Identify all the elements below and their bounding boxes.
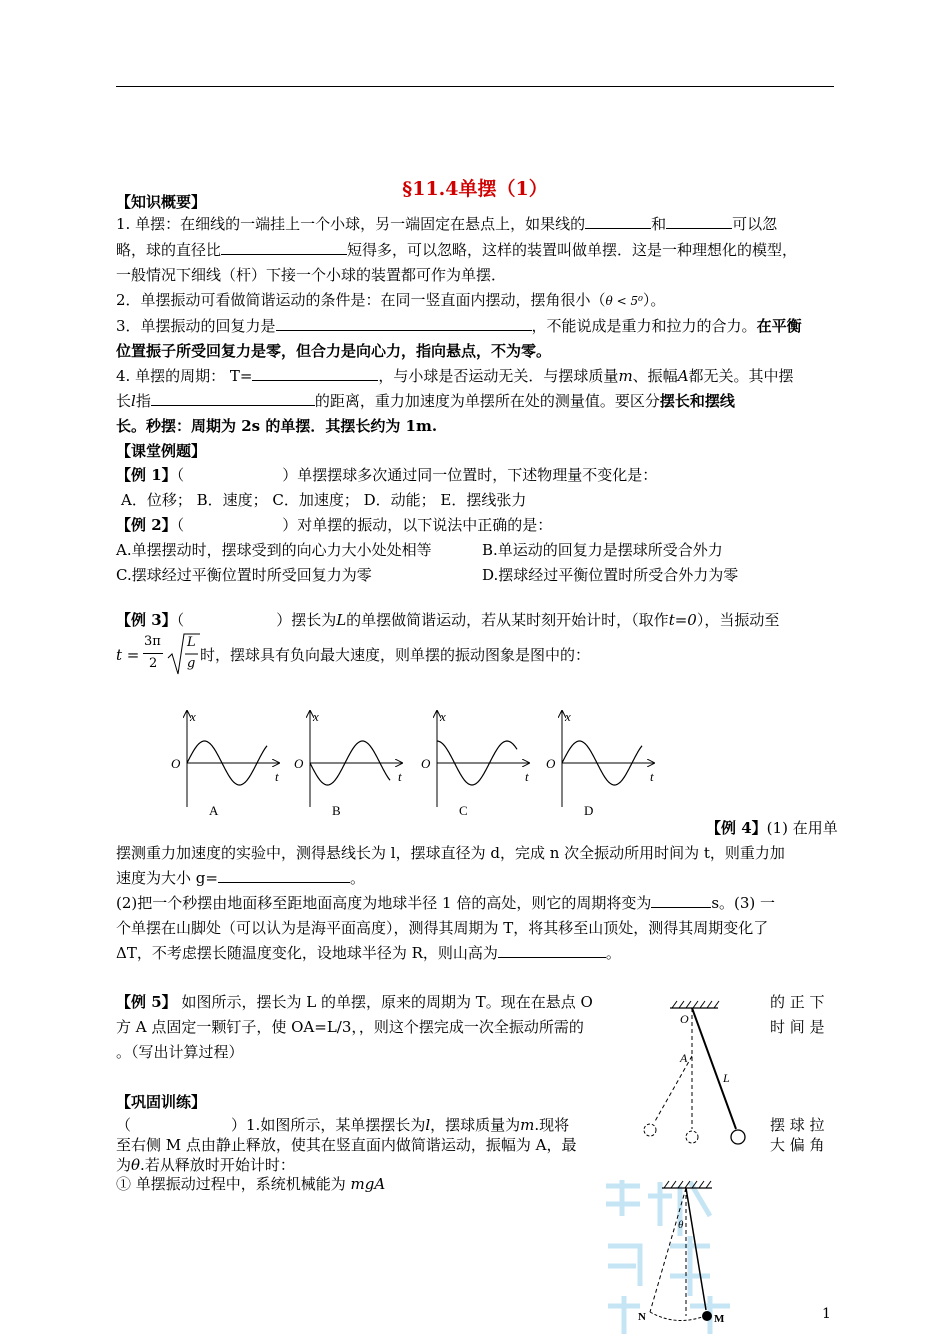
example4-line1 xyxy=(706,818,838,838)
text: 为 xyxy=(116,1156,132,1174)
example2-option-a: A.单摆摆动时，摆球受到的向心力大小处处相等 xyxy=(116,541,432,559)
label-x: x xyxy=(313,709,319,724)
text: （ xyxy=(176,516,185,534)
page-number: 1 xyxy=(822,1306,831,1322)
text: 的距离，重力加速度为单摆所在处的测量值。要区分 xyxy=(314,392,660,410)
page-title: §11.4单摆（1） xyxy=(402,178,548,200)
blank-field xyxy=(651,893,711,908)
example5-line2-right: 时 间 是 xyxy=(770,1018,825,1036)
practice-line4 xyxy=(116,1174,385,1194)
text: (1) 在用单 xyxy=(766,819,838,837)
practice-line3 xyxy=(116,1155,295,1175)
text: ），当振动至 xyxy=(696,611,780,629)
header-rule xyxy=(116,86,834,87)
text: l xyxy=(131,392,136,410)
text: (2)把一个秒摆由地面移至距地面高度为地球半径 1 倍的高处，则它的周期将变为 xyxy=(116,894,652,912)
text: ）单摆摆球多次通过同一位置时，下述物理量不变化是： xyxy=(282,466,658,484)
text: ① 单摆振动过程中，系统机械能为 xyxy=(116,1175,351,1193)
knowledge-p1-line2 xyxy=(116,240,797,260)
label-t: t xyxy=(525,769,529,784)
practice-line1-right: 摆 球 拉 xyxy=(770,1116,825,1134)
label-origin: O xyxy=(171,756,181,771)
example2-option-c: C.摆球经过平衡位置时所受回复力为零 xyxy=(116,566,372,584)
graph-label: D xyxy=(584,803,594,818)
graph-C xyxy=(421,709,529,818)
text: 短得多，可以忽略，这样的装置叫做单摆．这是一种理想化的模型， xyxy=(347,241,798,259)
section-practice-heading: 【巩固训练】 xyxy=(116,1093,207,1111)
text: ）摆长为 xyxy=(276,611,337,629)
text: 速度为大小 g= xyxy=(116,869,218,887)
formula-numerator: 3π xyxy=(144,634,161,649)
text: 、振幅 xyxy=(632,367,678,385)
section-knowledge-heading: 【知识概要】 xyxy=(116,193,207,211)
label-L: L xyxy=(723,1071,730,1085)
text: ）对单摆的振动，以下说法中正确的是： xyxy=(282,516,553,534)
formula-g: g xyxy=(187,656,196,671)
example4-line4 xyxy=(116,893,775,913)
text: 4. 单摆的周期： T= xyxy=(116,367,253,385)
text: 【例 3】 xyxy=(116,611,177,629)
label-N: N xyxy=(638,1311,646,1323)
blank-field xyxy=(218,868,350,883)
graph-label: A xyxy=(209,803,219,818)
text: 都无关。其中摆 xyxy=(688,367,794,385)
text: 2．单摆振动可看做简谐运动的条件是：在同一竖直面内摆动，摆角很小（ xyxy=(116,291,606,309)
example5-line3: 。（写出计算过程） xyxy=(116,1043,244,1061)
example1-options: A．位移； B．速度； C．加速度； D．动能； E．摆线张力 xyxy=(121,491,527,509)
blank-field xyxy=(151,391,315,406)
graph-D xyxy=(546,709,654,818)
label-origin: O xyxy=(546,756,556,771)
label-origin: O xyxy=(294,756,304,771)
example3-time-formula xyxy=(116,632,200,676)
formula-L: L xyxy=(187,635,196,650)
example1-stem xyxy=(116,465,657,485)
knowledge-p1-line3: 一般情况下细线（杆）下接一个小球的装置都可作为单摆． xyxy=(116,266,507,284)
text: .现将 xyxy=(534,1116,570,1134)
text: 在平衡 xyxy=(756,317,802,335)
text: ）1.如图所示，某单摆摆长为 xyxy=(231,1116,426,1134)
example5-line2: 方 A 点固定一颗钉子，使 OA=L/3，，则这个摆完成一次全振动所需的 xyxy=(116,1018,584,1036)
example4-line6 xyxy=(116,943,621,963)
example4-line2: 摆测重力加速度的实验中，测得悬线长为 l，摆球直径为 d，完成 n 次全振动所用时间为 t，则重力加 xyxy=(116,844,785,862)
knowledge-p2 xyxy=(116,290,665,311)
text: 长 xyxy=(116,392,132,410)
text: ，与小球是否运动无关．与摆球质量 xyxy=(378,367,619,385)
text: θ xyxy=(131,1156,141,1174)
text: 指 xyxy=(135,392,151,410)
text: 1. 单摆：在细线的一端挂上一个小球，另一端固定在悬点上，如果线的 xyxy=(116,215,586,233)
text: 和 xyxy=(651,215,667,233)
formula-denominator: 2 xyxy=(149,656,158,671)
text: 。 xyxy=(349,869,365,887)
blank-field xyxy=(666,214,732,229)
text: （ xyxy=(116,1116,132,1134)
formula-t: t = xyxy=(116,646,140,664)
text: l xyxy=(425,1116,431,1134)
text: 3．单摆振动的回复力是 xyxy=(116,317,276,335)
text: m xyxy=(618,367,633,385)
text: 可以忽 xyxy=(732,215,778,233)
text: 摆长和摆线 xyxy=(659,392,735,410)
example4-line3 xyxy=(116,868,365,888)
text: ）。 xyxy=(642,291,666,309)
example3-graphs xyxy=(165,705,670,827)
text: 【例 4】 xyxy=(706,819,767,837)
text: s。(3) 一 xyxy=(711,894,776,912)
text: 略，球的直径比 xyxy=(116,241,222,259)
sqrt-symbol xyxy=(166,632,202,676)
text: mgA xyxy=(350,1175,386,1193)
fraction-bar xyxy=(143,653,163,654)
text: A xyxy=(677,367,689,385)
text: .若从释放时开始计时： xyxy=(140,1156,295,1174)
text: ，摆球质量为 xyxy=(430,1116,521,1134)
blank-field xyxy=(276,316,532,331)
label-x: x xyxy=(565,709,571,724)
blank-field xyxy=(252,366,378,381)
text: t=0 xyxy=(668,611,697,629)
label-t: t xyxy=(398,769,402,784)
example5-pendulum-figure xyxy=(630,998,760,1158)
blank-field xyxy=(585,214,651,229)
text: 如图所示，摆长为 L 的单摆，原来的周期为 T。现在在悬点 O xyxy=(176,993,593,1011)
knowledge-p3-line1 xyxy=(116,316,802,336)
text: ΔT，不考虑摆长随温度变化，设地球半径为 R，则山高为 xyxy=(116,944,498,962)
graph-label: B xyxy=(332,803,341,818)
practice-pendulum-figure xyxy=(600,1176,740,1336)
knowledge-p4-line2 xyxy=(116,391,735,411)
example3-stem xyxy=(116,610,779,630)
text: 【例 1】 xyxy=(116,466,177,484)
text: m xyxy=(520,1116,535,1134)
label-t: t xyxy=(650,769,654,784)
practice-line2: 至右侧 M 点由静止释放，使其在竖直面内做简谐运动，振幅为 A，最 xyxy=(116,1136,577,1154)
label-x: x xyxy=(190,709,196,724)
label-theta: θ xyxy=(678,1219,684,1231)
graph-A xyxy=(171,709,279,818)
example2-stem xyxy=(116,515,552,535)
text: 。 xyxy=(605,944,621,962)
knowledge-p4-line1 xyxy=(116,366,794,386)
text: ，不能说成是重力和拉力的合力。 xyxy=(531,317,757,335)
text: L xyxy=(336,611,347,629)
text: （ xyxy=(176,611,185,629)
example4-line5: 个单摆在山脚处（可以认为是海平面高度），测得其周期为 T，将其移至山顶处，测得其周期变化了 xyxy=(116,919,769,937)
section-classroom-heading: 【课堂例题】 xyxy=(116,442,207,460)
knowledge-p3-line2: 位置振子所受回复力是零，但合力是向心力，指向悬点，不为零。 xyxy=(116,342,552,360)
watermark-logo xyxy=(606,1180,730,1334)
practice-line2-right: 大 偏 角 xyxy=(770,1136,825,1154)
label-A: A xyxy=(680,1051,688,1065)
text: 的单摆做简谐运动，若从某时刻开始计时，（取作 xyxy=(346,611,669,629)
practice-line1 xyxy=(116,1115,569,1135)
label-x: x xyxy=(440,709,446,724)
text: （ xyxy=(176,466,185,484)
graph-label: C xyxy=(459,803,468,818)
graph-B xyxy=(294,709,402,818)
knowledge-p4-line3: 长。秒摆：周期为 2s 的单摆．其摆长约为 1m. xyxy=(116,417,438,435)
label-O: O xyxy=(680,1012,689,1026)
example3-stem-end: 时，摆球具有负向最大速度，则单摆的振动图象是图中的： xyxy=(200,646,591,664)
example5-line1-right: 的 正 下 xyxy=(770,993,825,1011)
knowledge-p1-line1 xyxy=(116,214,777,234)
blank-field xyxy=(498,943,606,958)
example2-option-b: B.单运动的回复力是摆球所受合外力 xyxy=(482,541,723,559)
text: 【例 2】 xyxy=(116,516,177,534)
text: 【例 5】 xyxy=(116,993,177,1011)
label-M: M xyxy=(714,1313,725,1325)
blank-field xyxy=(221,240,347,255)
example5-line1 xyxy=(116,992,593,1012)
angle-condition: θ < 5⁰ xyxy=(605,294,643,308)
label-t: t xyxy=(275,769,279,784)
label-origin: O xyxy=(421,756,431,771)
example2-option-d: D.摆球经过平衡位置时所受合外力为零 xyxy=(482,566,739,584)
